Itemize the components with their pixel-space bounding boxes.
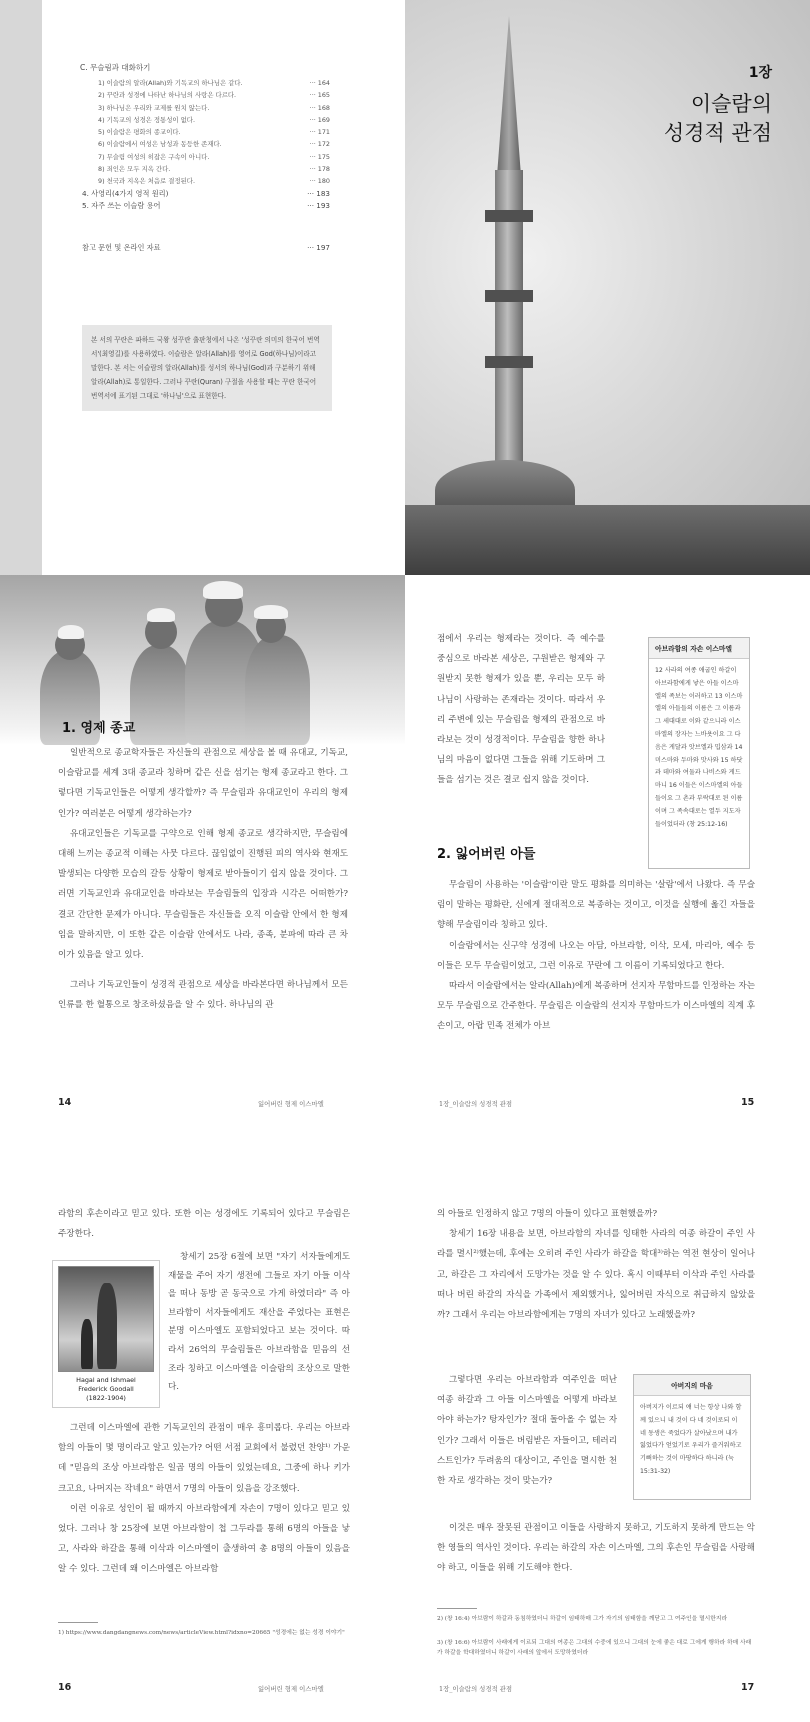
paragraph: 따라서 이슬람에서는 알라(Allah)에게 복종하며 선지자 무함마드를 인정하는 자는 모두 무슬림으로 간주한다. 무슬림은 이슬람의 선지자 무함마드가 이스마엘의 직계 후손이고, 아랍 민족 전체가 아브 <box>437 981 755 1032</box>
footnote: 3) (창 16:6) 아브람이 사래에게 이르되 그대의 여종은 그대의 수중에 있으니 그대의 눈에 좋은 대로 그에게 행하라 하매 사래가 하갈을 학대하였더니 하갈이 사래의 앞에서 도망하였더라 <box>437 1640 752 1656</box>
toc-item[interactable]: 4) 기독교의 성경은 정통성이 없다. ··· 169 <box>98 115 330 124</box>
chapter-title-line: 성경적 관점 <box>663 121 772 145</box>
footnote-rule <box>437 1608 477 1609</box>
section-heading: 1. 영제 종교 <box>62 721 136 736</box>
paragraph: 유대교인들은 기독교를 구약으로 인해 형제 종교로 생각하지만, 무슬림에 대해 느끼는 종교적 이해는 사뭇 다르다. 끊임없이 진행된 피의 역사와 현재도 발생되는 다양한 모습의 갈등 상황이 형제로 받아들이기 쉽지 않을 것이다. 그러면 기독교인과 유대교인을 바라보는 무슬림들의 입장과 시각은 어떠한가? 결코 간단한 문제가 아니다. 무슬림들은 자신들을 오직 이슬람 안에서 한 형제임을 말하지만, 이 또한 같은 이슬람 안에서도 나라, 종족, 분파에 따라 큰 차이가 있음을 알고 있다. <box>58 828 348 961</box>
paragraph: 그러나 기독교인들이 성경적 관점으로 세상을 바라본다면 하나님께서 모든 인류를 한 혈통으로 창조하셨음을 알 수 있다. 하나님의 관 <box>58 980 348 1011</box>
toc-page <box>0 0 405 575</box>
body-text <box>58 1418 350 1580</box>
page-number: 16 <box>58 1682 72 1693</box>
paragraph: 무슬림이 사용하는 '이슬람'이란 말도 평화를 의미하는 '살람'에서 나왔다. 즉 무슬림이 말하는 평화란, 신에게 절대적으로 복종하는 것이고, 이것을 실행에 옮긴 자들을 향해 무슬림이라 칭하고 있다. <box>437 880 755 931</box>
chapter-number: 1장 <box>748 65 772 81</box>
page-17 <box>405 1148 810 1722</box>
running-head: 1장_이슬람의 성경적 관점 <box>439 1685 513 1693</box>
paragraph: 의 아들로 인정하지 않고 7명의 아들이 있다고 표현했을까? <box>437 1209 658 1219</box>
page-number: 15 <box>741 1097 755 1108</box>
page-gutter <box>0 0 42 575</box>
mosque-roof-image <box>405 505 810 575</box>
toc-item[interactable]: 6) 이슬람에서 여성은 남성과 동등한 존재다. ··· 172 <box>98 140 330 149</box>
minaret-balcony <box>485 290 533 302</box>
page-15 <box>405 575 810 1115</box>
toc-item[interactable]: 8) 죄인은 모두 지옥 간다. ··· 178 <box>98 165 330 174</box>
paragraph: 그런데 이스마엘에 관한 기독교인의 관점이 매우 흥미롭다. 우리는 아브라함의 아들이 몇 명이라고 알고 있는가? 어떤 서점 교회에서 불렸던 찬양¹⁾ 가운데 "믿음의 조상 아브라함은 일곱 명의 아들이 있었는데요, 그중에 하나 키가 크고요, 나머지는 작네요" 하면서 7명의 아들이 있음을 강조했다. <box>58 1423 350 1494</box>
toc-item[interactable]: 9) 천국과 지옥은 처음로 결정된다. ··· 180 <box>98 177 330 186</box>
footnote-rule <box>58 1622 98 1623</box>
painting-figure <box>81 1319 93 1369</box>
body-text <box>168 1248 350 1397</box>
page-14 <box>0 575 405 1115</box>
toc-item[interactable]: 1) 이슬람의 알라(Allah)와 기독교의 하나님은 같다. ··· 164 <box>98 79 330 87</box>
sidebar-body: 아버지가 이르되 얘 너는 항상 나와 함께 있으니 내 것이 다 네 것이로되 이 네 동생은 죽었다가 살아났으며 내가 잃었다가 얻었기로 우리가 즐거워하고 기뻐하는 것이 마땅하다 하니라 (눅 15:31-32) <box>640 1404 742 1475</box>
footnote: 1) https://www.dangdangnews.com/news/articleView.html?idxno=20665 "성경에는 없는 성경 이야기" <box>58 1630 345 1636</box>
person-cap <box>58 625 84 639</box>
toc-section-title: C. 무슬림과 대화하기 <box>80 63 151 72</box>
running-head: 1장_이슬람의 성경적 관점 <box>439 1100 513 1108</box>
toc-item[interactable]: 5) 이슬람은 평화의 종교이다. ··· 171 <box>98 128 330 137</box>
chapter-title-line: 이슬람의 <box>690 92 772 116</box>
person-cap <box>147 608 175 622</box>
chapter-opener-page <box>405 0 810 575</box>
translation-note-box: 본 서의 꾸란은 파하드 국왕 성꾸란 출판청에서 나온 '성꾸란 의미의 한국어 번역서'(최영길)를 사용하였다. 이슬람은 알라(Allah)를 영어로 God(하나님)이라고 말한다. 본 서는 이슬람의 알라(Allah)를 성서의 하나님(God)과 구분하기 위해 알라(Allah)로 통일한다. 그러나 꾸란(Quran) 구절을 사용할 때는 꾸란 한국어 번역서에 표기된 그대로 '하나님'으로 표현한다. <box>82 325 332 411</box>
scripture-sidebar <box>648 637 750 869</box>
table-of-contents <box>80 62 330 255</box>
sidebar-title: 아버지의 마음 <box>634 1375 750 1396</box>
running-head: 잃어버린 형제 이스마엘 <box>258 1685 324 1693</box>
paragraph: 이슬람에서는 신구약 성경에 나오는 아담, 아브라함, 이삭, 모세, 마리아, 예수 등 이들은 모두 무슬림이었고, 그런 이유로 꾸란에 그 이름이 기록되었다고 한다. <box>437 940 755 971</box>
paragraph: 이것은 매우 잘못된 관점이고 이들을 사랑하지 못하고, 기도하지 못하게 만드는 악한 영들의 역사인 것이다. 우리는 하갈의 자손 이스마엘, 그의 후손인 무슬림을 사랑해야 하고, 이들을 위해 기도해야 한다. <box>437 1523 755 1574</box>
page-number: 14 <box>58 1097 72 1108</box>
page-number: 17 <box>741 1682 755 1693</box>
soldiers-photo <box>0 575 405 745</box>
paragraph: 라함의 후손이라고 믿고 있다. 또한 이는 성경에도 기록되어 있다고 무슬림은 주장한다. <box>58 1209 350 1240</box>
toc-item[interactable]: 2) 꾸란과 성경에 나타난 하나님의 사랑은 다르다. ··· 165 <box>98 91 330 100</box>
paragraph: 그렇다면 우리는 아브라함과 여주인을 떠난 여종 하갈과 그 아들 이스마엘을 어떻게 바라보아야 하는가? 탕자인가? 절대 돌아올 수 없는 자인가? 그래서 이들은 버림받은 자들이고, 테러리스트인가? 두려움의 대상이고, 주인을 멸시한 천한 자로 생각하는 것이 맞는가? <box>437 1375 617 1487</box>
toc-item[interactable]: 3) 하나님은 우리와 교제를 원치 않는다. ··· 168 <box>98 103 330 112</box>
sidebar-title: 아브라함의 자손 이스마엘 <box>649 638 749 659</box>
paragraph: 창세기 25장 6절에 보면 "자기 서자들에게도 재물을 주어 자기 생전에 그들로 자기 아들 이삭을 떠나 동방 곧 동국으로 가게 하였더라" 즉 아브라함이 서자들에게도 재산을 주었다는 표현은 분명 이스마엘도 포함되었다고 보는 것이다. 따라서 26억의 무슬림들은 아브라함을 믿음의 선조라 칭하고 이스마엘을 이슬람의 조상으로 말한다. <box>168 1252 350 1393</box>
body-text <box>437 1204 755 1325</box>
running-head: 잃어버린 형제 이스마엘 <box>258 1100 324 1108</box>
toc-main-item[interactable]: 5. 자주 쓰는 이슬람 용어 ··· 193 <box>82 200 330 210</box>
person-cap <box>203 581 243 599</box>
paragraph: 창세기 16장 내용을 보면, 아브라함의 자녀를 잉태한 사라의 여종 하갈이 주인 사라를 멸시²⁾했는데, 후에는 오히려 주인 사라가 하갈을 학대³⁾하는 역전 현상이 일어나고, 하갈은 그 자리에서 도망가는 것을 알 수 있다. 혹시 이때부터 이삭과 주인 사라를 떠나 버린 하갈의 자식을 가족에서 제외했거나, 잃어버린 자식으로 취급하지 않았을까? 그래서 우리는 아브라함에게는 7명의 자녀가 있다고 노래했을까? <box>437 1229 755 1321</box>
person-cap <box>254 605 288 619</box>
paragraph: 이런 이유로 성인이 될 때까지 아브라함에게 자손이 7명이 있다고 믿고 있었다. 그러나 창 25장에 보면 아브라함이 첩 그두라를 통해 6명의 아들을 낳고, 사라와 하갈을 통해 이삭과 이스마엘이 출생하여 총 8명의 아들이 있음을 알 수 있다. 그런데 왜 이스마엘은 아브라함 <box>58 1503 350 1575</box>
toc-item[interactable]: 7) 무슬림 여성의 히잡은 구속이 아니다. ··· 175 <box>98 152 330 161</box>
body-text <box>58 743 348 1016</box>
body-text <box>437 875 755 1037</box>
minaret-balcony <box>485 210 533 222</box>
toc-references[interactable]: 참고 문헌 및 온라인 자료 ··· 197 <box>82 243 330 253</box>
toc-main-item[interactable]: 4. 사영리(4가지 영적 원리) ··· 183 <box>82 188 330 198</box>
painting-caption: Hagal and Ishmael Frederick Goodall (1822-1904) <box>76 1376 136 1402</box>
scripture-sidebar <box>633 1374 751 1500</box>
body-text <box>437 1518 755 1579</box>
minaret-balcony <box>485 356 533 368</box>
body-text <box>437 1370 617 1491</box>
paragraph: 점에서 우리는 형제라는 것이다. 즉 예수를 중심으로 바라본 세상은, 구원받은 형제와 구원받지 못한 형제가 있을 뿐, 우리는 모두 하나님이 사랑하는 존재라는 것이다. 따라서 우리 주변에 있는 무슬림을 형제의 관점으로 바라보는 것이 성경적이다. 무슬림을 향한 하나님의 마음이 없다면 그들을 위해 기도하며 그들을 섬기는 것은 결코 쉽지 않을 것이다. <box>437 634 605 786</box>
chapter-title-block <box>664 62 772 148</box>
painting-figure <box>97 1283 117 1369</box>
hagar-ishmael-painting <box>58 1266 154 1372</box>
sidebar-body: 12 사라의 여종 애굽인 하갈이 아브라함에게 낳은 아들 이스마엘의 족보는 이러하고 13 이스마엘의 아들들의 이름은 그 이름과 그 세대대로 이와 같으니라 이스마엘의 장자는 느바욧이요 그 다음은 게달과 앗브엘과 밉삼과 14 미스마와 두마와 맛사와 15 하닷과 데마와 여둘과 나비스와 게드마니 16 이들은 이스마엘의 아들들이요 그 촌과 부락대로 된 이름이며 그 족속대로는 열두 지도자들이었더라 (창 25:12-16) <box>655 667 743 828</box>
body-text <box>437 629 605 791</box>
person-figure <box>130 645 190 745</box>
page-16 <box>0 1148 405 1722</box>
body-text <box>58 1204 350 1244</box>
person-figure <box>245 635 310 745</box>
footnote: 2) (창 16:4) 아브람이 하갈과 동침하였더니 하갈이 임태하매 그가 자기의 임태함을 깨닫고 그 여주인을 멸시한지라 <box>437 1616 728 1622</box>
paragraph: 일반적으로 종교학자들은 자신들의 관점으로 세상을 볼 때 유대교, 기독교, 이슬람교를 세계 3대 종교라 칭하며 같은 신을 섬기는 형제 종교라고 한다. 그렇다면 기독교인들은 어떻게 생각할까? 즉 무슬림과 유대교인이 우리의 형제인가? 여러분은 어떻게 생각하는가? <box>58 748 348 819</box>
section-heading: 2. 잃어버린 아들 <box>437 847 536 862</box>
